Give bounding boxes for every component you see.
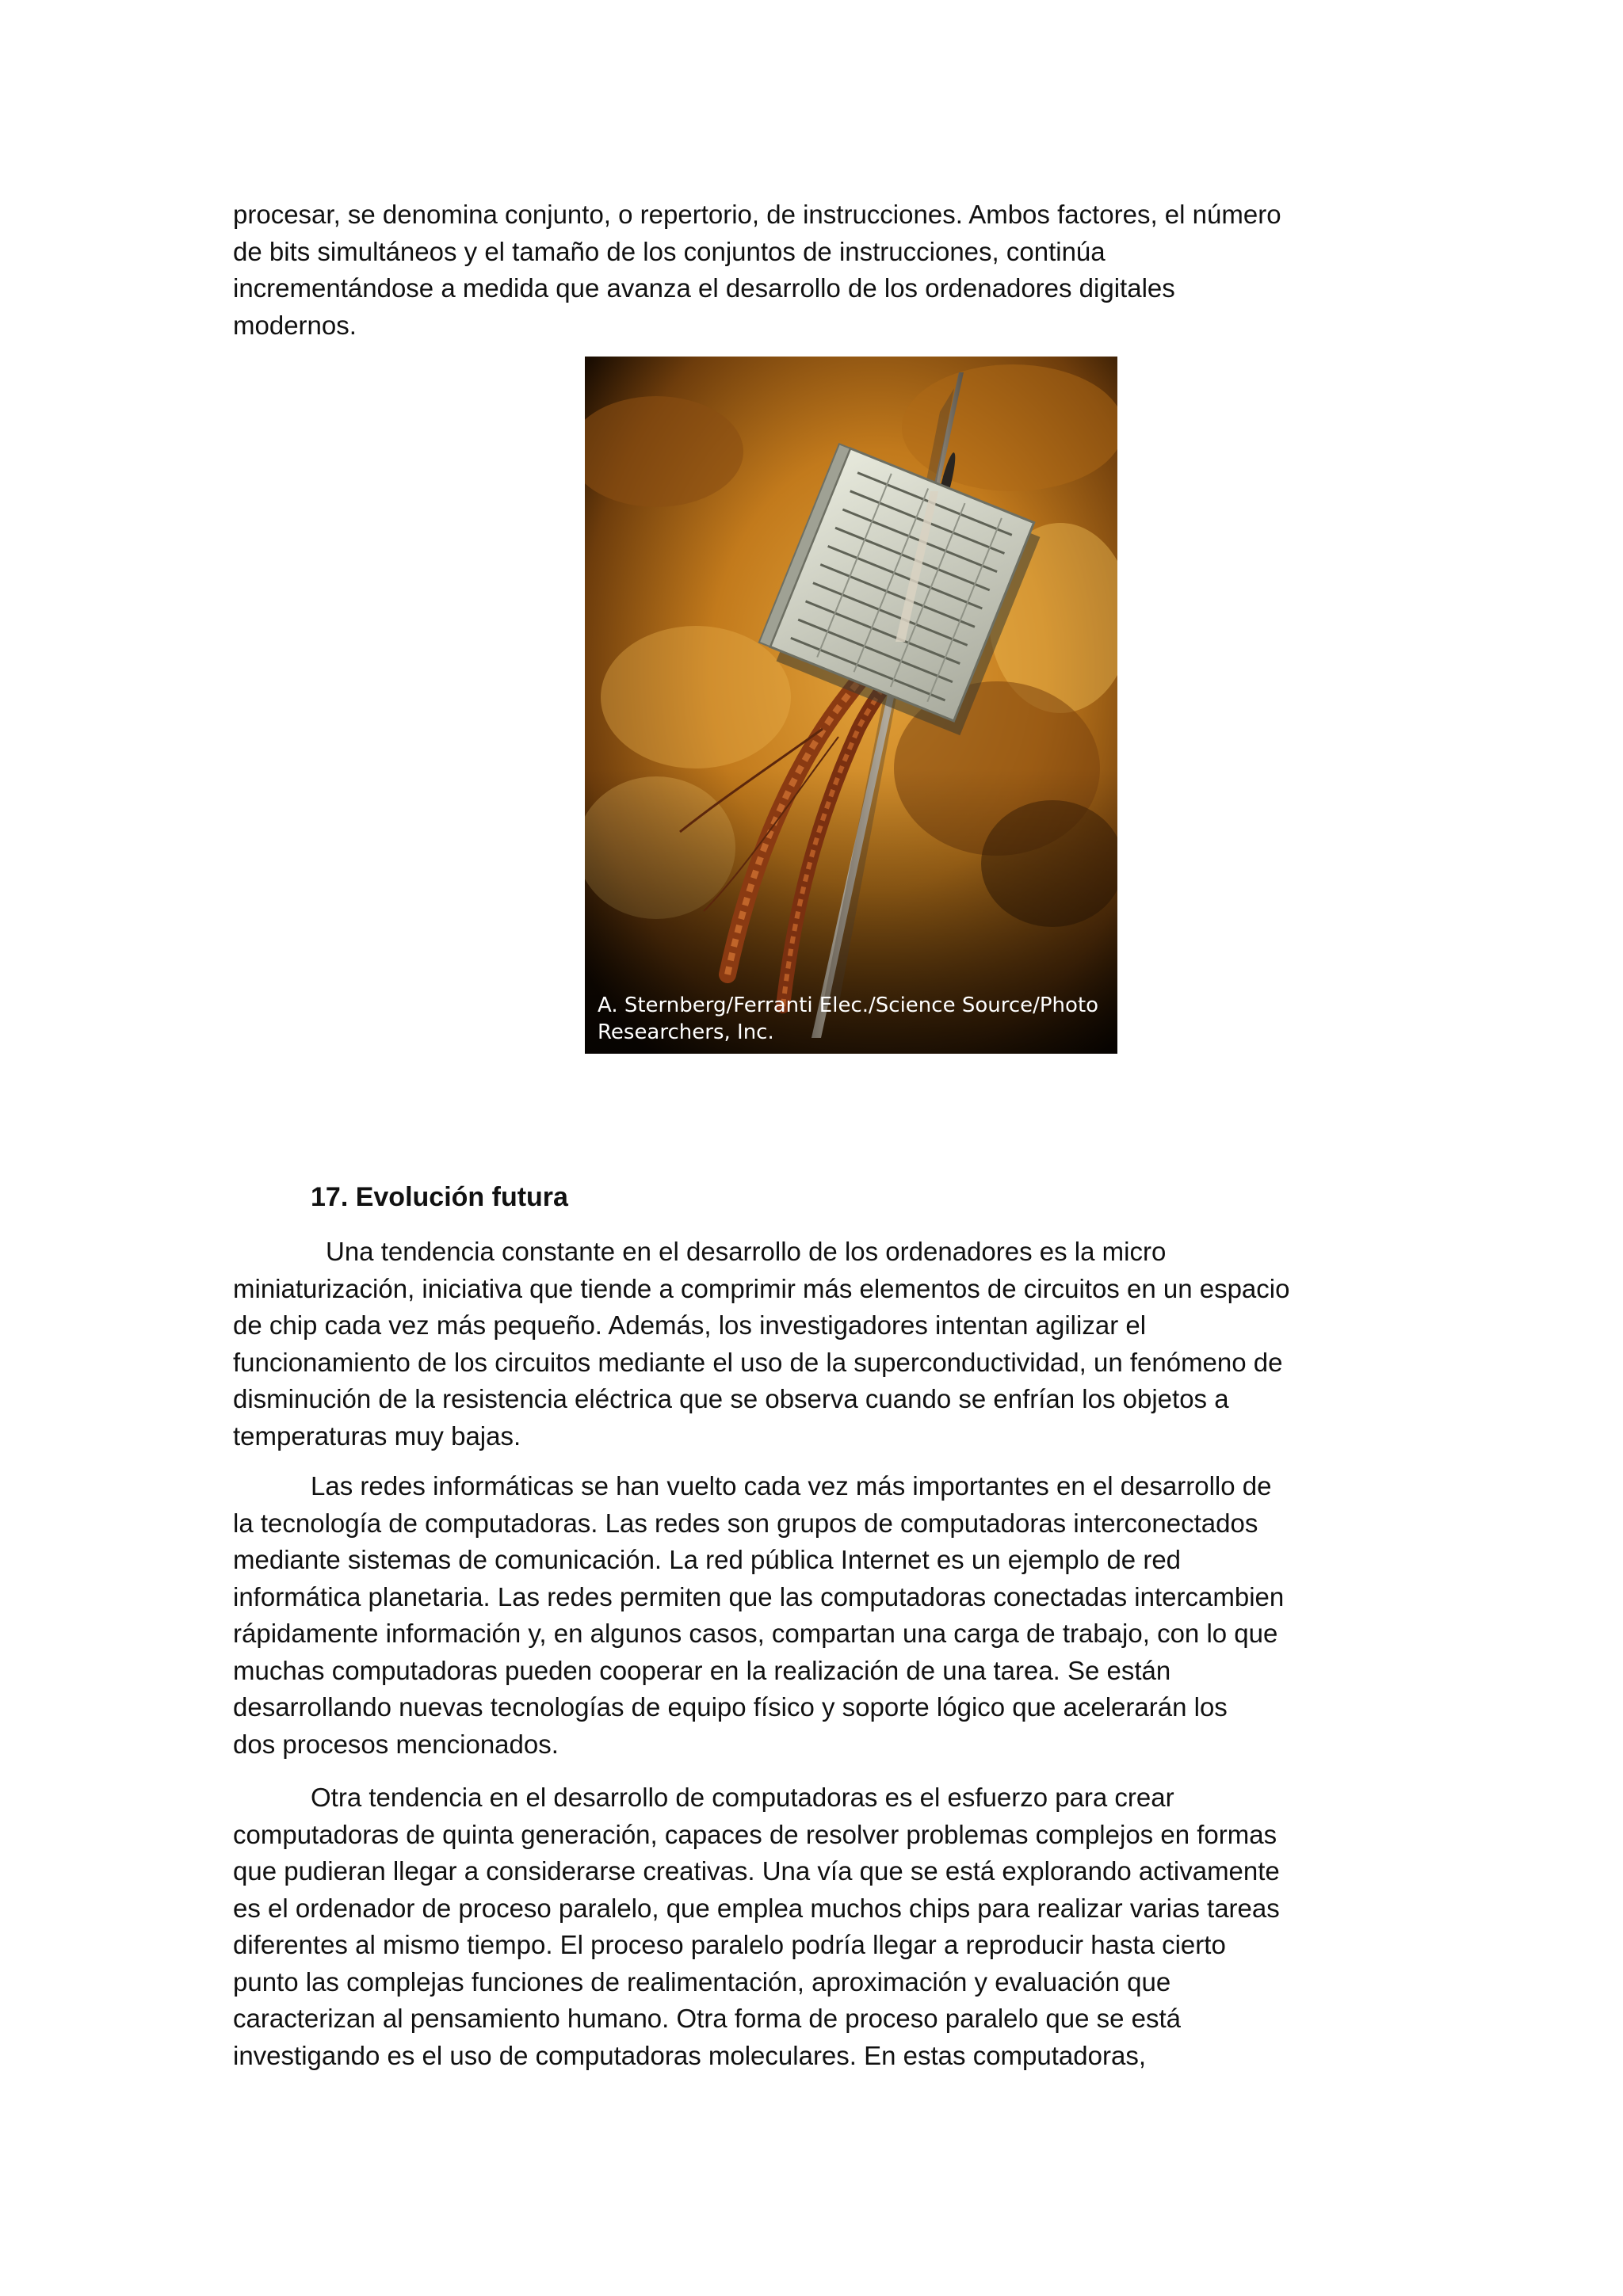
paragraph-networks [233, 1468, 1406, 1763]
text-line: es el ordenador de proceso paralelo, que emplea muchos chips para realizar varias tareas [233, 1893, 1280, 1923]
text-line: caracterizan al pensamiento humano. Otra forma de proceso paralelo que se está [233, 2004, 1182, 2033]
paragraph-fifth-generation [233, 1779, 1406, 2074]
text-line: rápidamente información y, en algunos casos, compartan una carga de trabajo, con lo que [233, 1619, 1278, 1648]
text-line: Las redes informáticas se han vuelto cada vez más importantes en el desarrollo de [311, 1471, 1272, 1501]
text-line: computadoras de quinta generación, capaces de resolver problemas complejos en formas [233, 1819, 1277, 1849]
text-line: la tecnología de computadoras. Las redes son grupos de computadoras interconectados [233, 1508, 1258, 1538]
text-line: de bits simultáneos y el tamaño de los conjuntos de instrucciones, continúa [233, 236, 1106, 266]
text-line: modernos. [233, 310, 357, 340]
text-line: investigando es el uso de computadoras moleculares. En estas computadoras, [233, 2040, 1146, 2070]
text-line: funcionamiento de los circuitos mediante el uso de la superconductividad, un fenómeno de [233, 1347, 1283, 1377]
text-line: disminución de la resistencia eléctrica que se observa cuando se enfrían los objetos a [233, 1384, 1229, 1413]
text-line: miniaturización, iniciativa que tiende a comprimir más elementos de circuitos en un espacio [233, 1273, 1290, 1303]
text-line: desarrollando nuevas tecnologías de equipo físico y soporte lógico que acelerarán los [233, 1692, 1228, 1722]
paragraph-miniaturization [233, 1234, 1406, 1455]
text-line: incrementándose a medida que avanza el desarrollo de los ordenadores digitales [233, 273, 1175, 303]
text-line: Una tendencia constante en el desarrollo de los ordenadores es la micro [326, 1237, 1167, 1266]
photo-caption [598, 992, 1105, 1046]
microchip-photo [585, 357, 1117, 1054]
intro-paragraph [233, 196, 1406, 344]
text-line: procesar, se denomina conjunto, o repertorio, de instrucciones. Ambos factores, el número [233, 200, 1281, 229]
photo-illustration [585, 357, 1117, 1054]
text-line: informática planetaria. Las redes permiten que las computadoras conectadas intercambien [233, 1581, 1285, 1611]
text-line: dos procesos mencionados. [233, 1729, 559, 1759]
caption-line: A. Sternberg/Ferranti Elec./Science Source/Photo [598, 994, 1099, 1017]
text-line: temperaturas muy bajas. [233, 1421, 521, 1451]
text-line: mediante sistemas de comunicación. La red pública Internet es un ejemplo de red [233, 1545, 1182, 1574]
text-line: que pudieran llegar a considerarse creativas. Una vía que se está explorando activamente [233, 1856, 1280, 1886]
section-heading: 17. Evolución futura [311, 1182, 568, 1212]
text-line: Otra tendencia en el desarrollo de computadoras es el esfuerzo para crear [311, 1783, 1174, 1812]
caption-line: Researchers, Inc. [598, 1020, 774, 1044]
text-line: muchas computadoras pueden cooperar en la realización de una tarea. Se están [233, 1655, 1171, 1685]
text-line: diferentes al mismo tiempo. El proceso paralelo podría llegar a reproducir hasta cierto [233, 1930, 1226, 1959]
text-line: punto las complejas funciones de realimentación, aproximación y evaluación que [233, 1966, 1171, 1997]
text-line: de chip cada vez más pequeño. Además, los investigadores intentan agilizar el [233, 1310, 1147, 1340]
